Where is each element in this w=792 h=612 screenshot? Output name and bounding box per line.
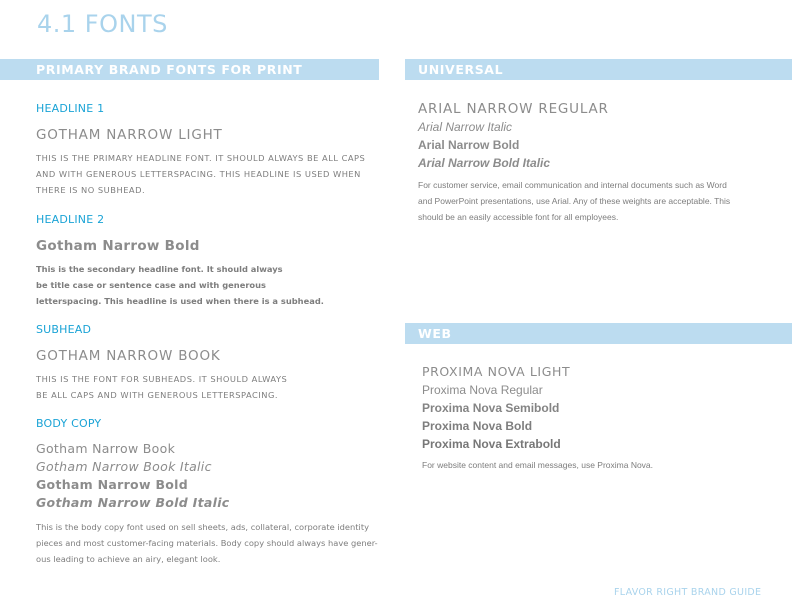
sample-arial-narrow-italic: Arial Narrow Italic: [418, 120, 513, 134]
headline-1-description: [36, 150, 376, 198]
desc-line: THIS IS THE PRIMARY HEADLINE FONT. IT SHOULD ALWAYS BE ALL CAPS: [36, 153, 366, 163]
desc-line: This is the body copy font used on sell sheets, ads, collateral, corporate identity: [36, 522, 369, 532]
sample-arial-narrow-regular: ARIAL NARROW REGULAR: [418, 101, 609, 117]
footer-brand-guide: FLAVOR RIGHT BRAND GUIDE: [614, 587, 762, 598]
label-headline-2: HEADLINE 2: [36, 213, 105, 226]
sample-gotham-narrow-bold: Gotham Narrow Bold: [36, 238, 200, 254]
web-description: For website content and email messages, use Proxima Nova.: [422, 460, 654, 470]
universal-samples: [418, 100, 609, 172]
sample-proxima-nova-semibold: Proxima Nova Semibold: [422, 401, 560, 415]
sample-proxima-nova-bold: Proxima Nova Bold: [422, 419, 533, 433]
desc-line: letterspacing. This headline is used when there is a subhead.: [36, 296, 324, 306]
desc-line: For customer service, email communication and internal documents such as Word: [418, 180, 727, 190]
desc-line: BE ALL CAPS AND WITH GENEROUS LETTERSPACING.: [36, 390, 279, 400]
headline-2-description: [36, 261, 376, 309]
sample-gotham-narrow-book-italic: Gotham Narrow Book Italic: [36, 459, 212, 474]
desc-line: pieces and most customer-facing materials. Body copy should always have gener-: [36, 538, 378, 548]
label-headline-1: HEADLINE 1: [36, 102, 105, 115]
sample-proxima-nova-regular: Proxima Nova Regular: [422, 383, 543, 397]
desc-line: THERE IS NO SUBHEAD.: [36, 185, 146, 195]
body-copy-description: [36, 519, 381, 567]
desc-line: be title case or sentence case and with generous: [36, 280, 266, 290]
universal-description: [418, 177, 778, 225]
sample-proxima-nova-light: PROXIMA NOVA LIGHT: [422, 364, 571, 379]
desc-line: THIS IS THE FONT FOR SUBHEADS. IT SHOULD ALWAYS: [36, 374, 288, 384]
desc-line: AND WITH GENEROUS LETTERSPACING. THIS HEADLINE IS USED WHEN: [36, 169, 361, 179]
section-header-universal: UNIVERSAL: [405, 59, 792, 80]
desc-line: This is the secondary headline font. It should always: [36, 264, 283, 274]
body-copy-samples: [36, 440, 230, 512]
section-header-web: WEB: [405, 323, 792, 344]
label-subhead: SUBHEAD: [36, 323, 92, 336]
desc-line: should be an easily accessible font for all employees.: [418, 212, 619, 222]
sample-gotham-narrow-book: Gotham Narrow Book: [36, 441, 176, 456]
sample-gotham-narrow-light: GOTHAM NARROW LIGHT: [36, 127, 223, 143]
sample-arial-narrow-bold-italic: Arial Narrow Bold Italic: [418, 156, 551, 170]
sample-proxima-nova-extrabold: Proxima Nova Extrabold: [422, 437, 561, 451]
web-samples: [422, 363, 570, 453]
sample-gotham-narrow-bold: Gotham Narrow Bold: [36, 477, 188, 492]
desc-line: ous leading to achieve an airy, elegant look.: [36, 554, 221, 564]
sample-arial-narrow-bold: Arial Narrow Bold: [418, 138, 520, 152]
subhead-description: [36, 371, 376, 403]
section-header-primary-print: PRIMARY BRAND FONTS FOR PRINT: [0, 59, 379, 80]
page-title: 4.1 FONTS: [37, 10, 168, 38]
sample-gotham-narrow-book: GOTHAM NARROW BOOK: [36, 348, 221, 364]
desc-line: and PowerPoint presentations, use Arial. Any of these weights are acceptable. This: [418, 196, 731, 206]
label-body-copy: BODY COPY: [36, 417, 102, 430]
sample-gotham-narrow-bold-italic: Gotham Narrow Bold Italic: [36, 495, 230, 510]
